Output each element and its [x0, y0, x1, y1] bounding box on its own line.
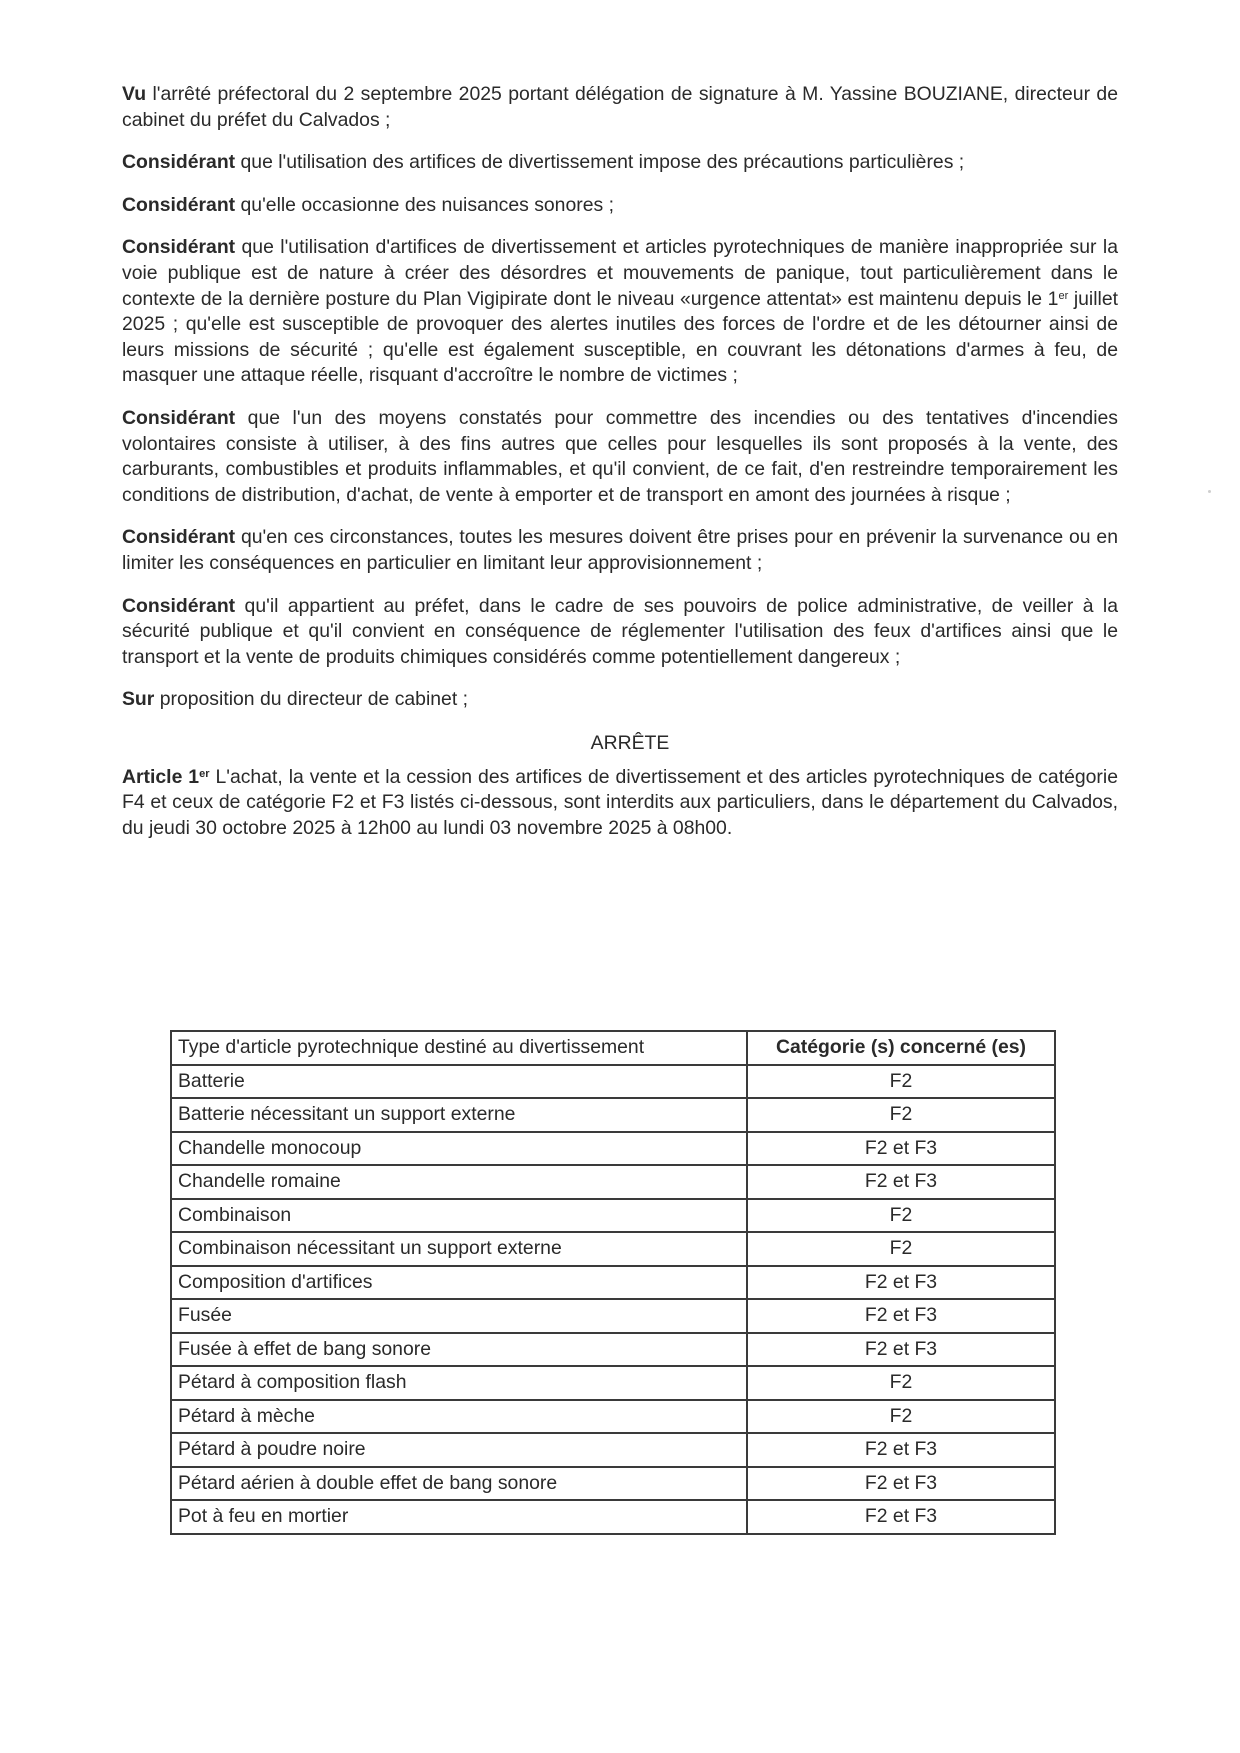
- table-row: [171, 1400, 1055, 1434]
- paragraph-considerant: [122, 406, 1118, 508]
- cell-article-type: Combinaison: [171, 1199, 747, 1233]
- table-body: [171, 1065, 1055, 1534]
- paragraph-lead: Considérant: [122, 406, 236, 429]
- cell-article-type: Batterie: [171, 1065, 747, 1099]
- pyrotechnic-categories-table: [170, 1030, 1056, 1535]
- paragraph-lead: Considérant: [122, 594, 236, 617]
- column-header-categories: Catégorie (s) concerné (es): [747, 1031, 1055, 1065]
- cell-article-type: Pétard à composition flash: [171, 1366, 747, 1400]
- cell-categories: F2: [747, 1366, 1055, 1400]
- article-1: [122, 765, 1118, 842]
- cell-categories: F2 et F3: [747, 1132, 1055, 1166]
- paragraph-considerant: [122, 525, 1118, 576]
- paragraph-lead: Considérant: [122, 193, 236, 216]
- paragraph-text: que l'utilisation des artifices de divertissement impose des précautions particulières ;: [235, 151, 965, 174]
- table-row: [171, 1232, 1055, 1266]
- cell-article-type: Pétard à mèche: [171, 1400, 747, 1434]
- paragraph-text: qu'il appartient au préfet, dans le cadre de ses pouvoirs de police administrative, de veiller à la sécurité publique et qu'il convient en conséquence de réglementer l'utilisation des feux d'artifices ainsi que le transport et la vente de produits chimiques considérés comme potentiellement dangereux ;: [122, 594, 1118, 668]
- table-row: [171, 1433, 1055, 1467]
- paragraph-text: juillet 2025 ; qu'elle est susceptible de provoquer des alertes inutiles des forces de l'ordre et de les détourner ainsi de leurs missions de sécurité ; qu'elle est également susceptible, en couvrant les détonations d'armes à feu, de masquer une attaque réelle, risquant d'accroître le nombre de victimes ;: [122, 287, 1119, 387]
- cell-article-type: Fusée à effet de bang sonore: [171, 1333, 747, 1367]
- decision-heading: ARRÊTE: [590, 731, 670, 754]
- paragraph-text: qu'en ces circonstances, toutes les mesures doivent être prises pour en prévenir la survenance ou en limiter les conséquences en particulier en limitant leur approvisionnement ;: [122, 526, 1118, 574]
- paragraph-text: proposition du directeur de cabinet ;: [154, 688, 469, 711]
- table-row: [171, 1165, 1055, 1199]
- cell-article-type: Batterie nécessitant un support externe: [171, 1098, 747, 1132]
- article-number: Article 1: [122, 765, 200, 788]
- paragraph-lead: Considérant: [122, 526, 236, 549]
- cell-categories: F2 et F3: [747, 1266, 1055, 1300]
- cell-article-type: Fusée: [171, 1299, 747, 1333]
- cell-categories: F2 et F3: [747, 1433, 1055, 1467]
- scan-speck: [1208, 490, 1211, 493]
- table-row: [171, 1266, 1055, 1300]
- table-row: [171, 1098, 1055, 1132]
- paragraph-lead: Considérant: [122, 236, 236, 259]
- cell-article-type: Pot à feu en mortier: [171, 1500, 747, 1534]
- paragraph-text: qu'elle occasionne des nuisances sonores ;: [235, 193, 614, 216]
- cell-categories: F2: [747, 1232, 1055, 1266]
- table-row: [171, 1467, 1055, 1501]
- cell-article-type: Composition d'artifices: [171, 1266, 747, 1300]
- paragraph-lead: Considérant: [122, 151, 236, 174]
- table-row: [171, 1299, 1055, 1333]
- superscript: er: [199, 767, 210, 780]
- document-body: [122, 82, 1118, 842]
- paragraph-text: que l'utilisation d'artifices de divertissement et articles pyrotechniques de manière inappropriée sur la voie publique est de nature à créer des désordres et mouvements de panique, tout particulièrement dans le contexte de la dernière posture du Plan Vigipirate dont le niveau «urgence attentat» est maintenu depuis le 1: [122, 236, 1118, 310]
- article-label: [122, 766, 210, 788]
- paragraph-considerant: [122, 594, 1118, 671]
- cell-article-type: Pétard à poudre noire: [171, 1433, 747, 1467]
- cell-article-type: Chandelle romaine: [171, 1165, 747, 1199]
- table-row: [171, 1333, 1055, 1367]
- cell-categories: F2: [747, 1400, 1055, 1434]
- paragraph-considerant: [122, 193, 1118, 219]
- cell-article-type: Chandelle monocoup: [171, 1132, 747, 1166]
- paragraph-lead: Vu: [122, 83, 147, 105]
- table-row: [171, 1500, 1055, 1534]
- paragraph-text: que l'un des moyens constatés pour commettre des incendies ou des tentatives d'incendies volontaires consiste à utiliser, à des fins autres que celles pour lesquelles ils sont proposés à la vente, des carburants, combustibles et produits inflammables, et qu'il convient, de ce fait, d'en restreindre temporairement les conditions de distribution, d'achat, de vente à emporter et de transport en amont des journées à risque ;: [122, 406, 1118, 506]
- table-header-row: [171, 1031, 1055, 1065]
- cell-categories: F2 et F3: [747, 1165, 1055, 1199]
- cell-categories: F2 et F3: [747, 1299, 1055, 1333]
- cell-categories: F2: [747, 1098, 1055, 1132]
- cell-categories: F2 et F3: [747, 1500, 1055, 1534]
- cell-categories: F2: [747, 1065, 1055, 1099]
- article-text: L'achat, la vente et la cession des artifices de divertissement et des articles pyrotechniques de catégorie F4 et ceux de catégorie F2 et F3 listés ci-dessous, sont interdits aux particuliers, dans le département du Calvados, du jeudi 30 octobre 2025 à 12h00 au lundi 03 novembre 2025 à 08h00.: [122, 765, 1118, 840]
- table-row: [171, 1065, 1055, 1099]
- paragraph-vu: [122, 82, 1118, 133]
- paragraph-considerant: [122, 150, 1118, 176]
- cell-article-type: Pétard aérien à double effet de bang sonore: [171, 1467, 747, 1501]
- cell-article-type: Combinaison nécessitant un support externe: [171, 1232, 747, 1266]
- paragraph-considerant: [122, 235, 1118, 389]
- table-row: [171, 1366, 1055, 1400]
- table-row: [171, 1199, 1055, 1233]
- cell-categories: F2 et F3: [747, 1467, 1055, 1501]
- superscript: er: [1058, 289, 1069, 302]
- table-row: [171, 1132, 1055, 1166]
- paragraph-lead: Sur: [122, 688, 155, 711]
- cell-categories: F2: [747, 1199, 1055, 1233]
- paragraph-text: l'arrêté préfectoral du 2 septembre 2025 portant délégation de signature à M. Yassine BOUZIANE, directeur de cabinet du préfet du Calvados ;: [122, 83, 1118, 131]
- cell-categories: F2 et F3: [747, 1333, 1055, 1367]
- column-header-article-type: Type d'article pyrotechnique destiné au divertissement: [171, 1031, 747, 1065]
- paragraph-sur-proposition: [122, 687, 1118, 713]
